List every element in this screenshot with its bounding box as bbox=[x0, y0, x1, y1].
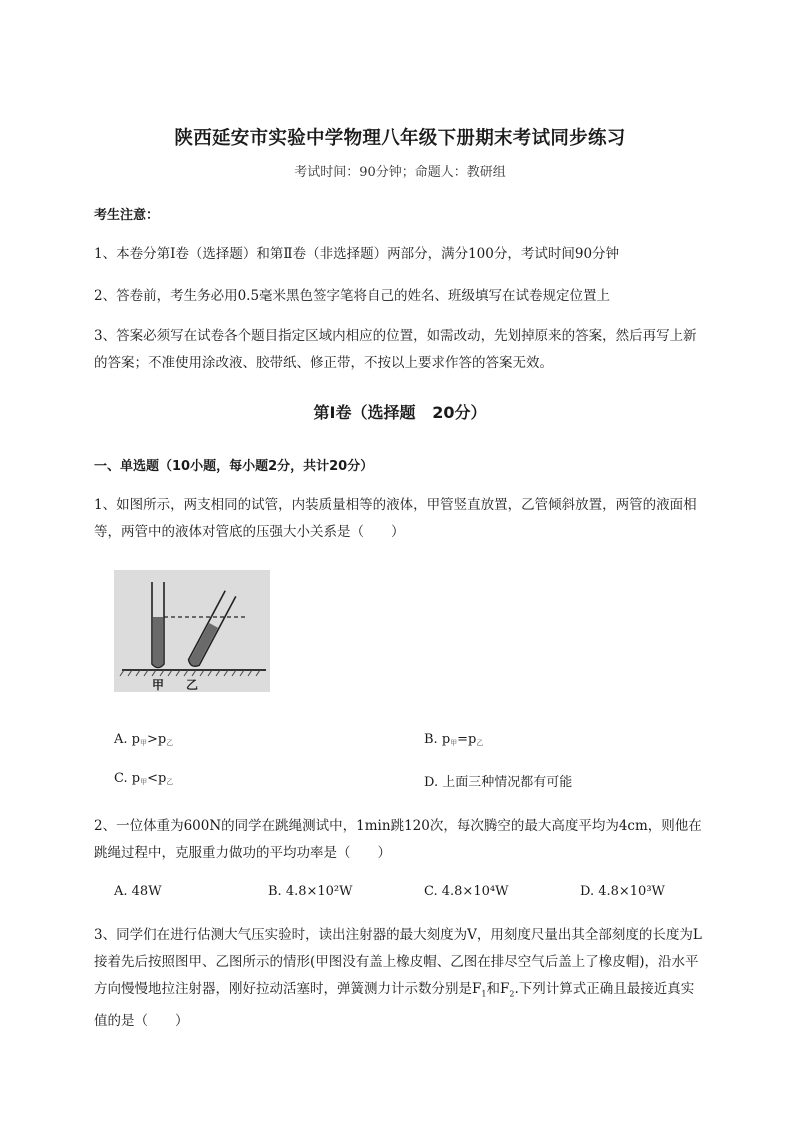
stem-text: .下列计算式正确且最接近真实值的是（ ） bbox=[94, 981, 695, 1029]
question-3-stem bbox=[94, 922, 706, 1035]
tube-label-jia: 甲 bbox=[152, 678, 165, 692]
option-text: B. p bbox=[424, 732, 451, 747]
test-tubes-figure bbox=[114, 570, 270, 692]
section-title: 第I卷（选择题 20分） bbox=[313, 403, 487, 422]
q1-option-c[interactable] bbox=[114, 771, 173, 787]
q2-option-d[interactable]: D. 4.8×10³W bbox=[580, 884, 665, 899]
q2-option-a[interactable]: A. 48W bbox=[114, 884, 162, 899]
part-heading: 一、单选题（10小题，每小题2分，共计20分） bbox=[94, 459, 374, 474]
option-sub: 乙 bbox=[476, 739, 484, 747]
stem-text: 和F bbox=[486, 981, 510, 997]
question-1-stem: 1、如图所示，两支相同的试管，内装质量相等的液体，甲管竖直放置，乙管倾斜放置，两管的液面相等，两管中的液体对管底的压强大小关系是（ ） bbox=[94, 497, 697, 540]
option-sub: 甲 bbox=[450, 739, 458, 747]
question-2-stem: 2、一位体重为600N的同学在跳绳测试中，1min跳120次，每次腾空的最大高度平均为4cm，则他在跳绳过程中，克服重力做功的平均功率是（ ） bbox=[94, 818, 702, 861]
exam-info: 考试时间：90分钟；命题人：教研组 bbox=[294, 165, 506, 180]
q2-option-c[interactable]: C. 4.8×10⁴W bbox=[424, 884, 509, 899]
page-title: 陕西延安市实验中学物理八年级下册期末考试同步练习 bbox=[174, 128, 626, 149]
option-sub: 甲 bbox=[139, 739, 147, 747]
stem-text: 3、同学们在进行估测大气压实验时，读出注射器的最大刻度为V，用刻度尺量出其全部刻度的长度为L接着先后按照图甲、乙图所示的情形(甲图没有盖上橡皮帽、乙图在排尽空气后盖上了橡皮帽)，沿水平方向慢慢地拉注射器，刚好拉动活塞时，弹簧测力计示数分别是F bbox=[94, 927, 702, 997]
notice-item-3: 3、答案必须写在试卷各个题目指定区域内相应的位置，如需改动，先划掉原来的答案，然后再写上新的答案；不准使用涂改液、胶带纸、修正带，不按以上要求作答的答案无效。 bbox=[94, 328, 697, 371]
stem-sub: 2 bbox=[509, 989, 515, 999]
option-sub: 乙 bbox=[166, 778, 174, 786]
option-sub: 乙 bbox=[166, 739, 174, 747]
option-text: >p bbox=[146, 732, 167, 747]
option-text: =p bbox=[457, 732, 477, 747]
q1-option-b[interactable] bbox=[424, 732, 483, 748]
option-text: C. p bbox=[114, 771, 141, 786]
notice-heading: 考生注意： bbox=[94, 208, 160, 223]
test-tubes-drawing bbox=[114, 570, 270, 692]
tube-label-yi: 乙 bbox=[186, 678, 199, 692]
notice-item-1: 1、本卷分第I卷（选择题）和第Ⅱ卷（非选择题）两部分，满分100分，考试时间90分钟 bbox=[94, 246, 620, 262]
notice-item-2: 2、答卷前，考生务必用0.5毫米黑色签字笔将自己的姓名、班级填写在试卷规定位置上 bbox=[94, 288, 611, 304]
q2-option-b[interactable]: B. 4.8×10²W bbox=[268, 884, 353, 899]
q1-option-d[interactable]: D. 上面三种情况都有可能 bbox=[424, 775, 573, 790]
option-sub: 甲 bbox=[140, 778, 148, 786]
q1-option-a[interactable] bbox=[114, 732, 173, 748]
option-text: <p bbox=[147, 771, 167, 786]
stem-sub: 1 bbox=[481, 989, 487, 999]
option-text: A. p bbox=[114, 732, 140, 747]
